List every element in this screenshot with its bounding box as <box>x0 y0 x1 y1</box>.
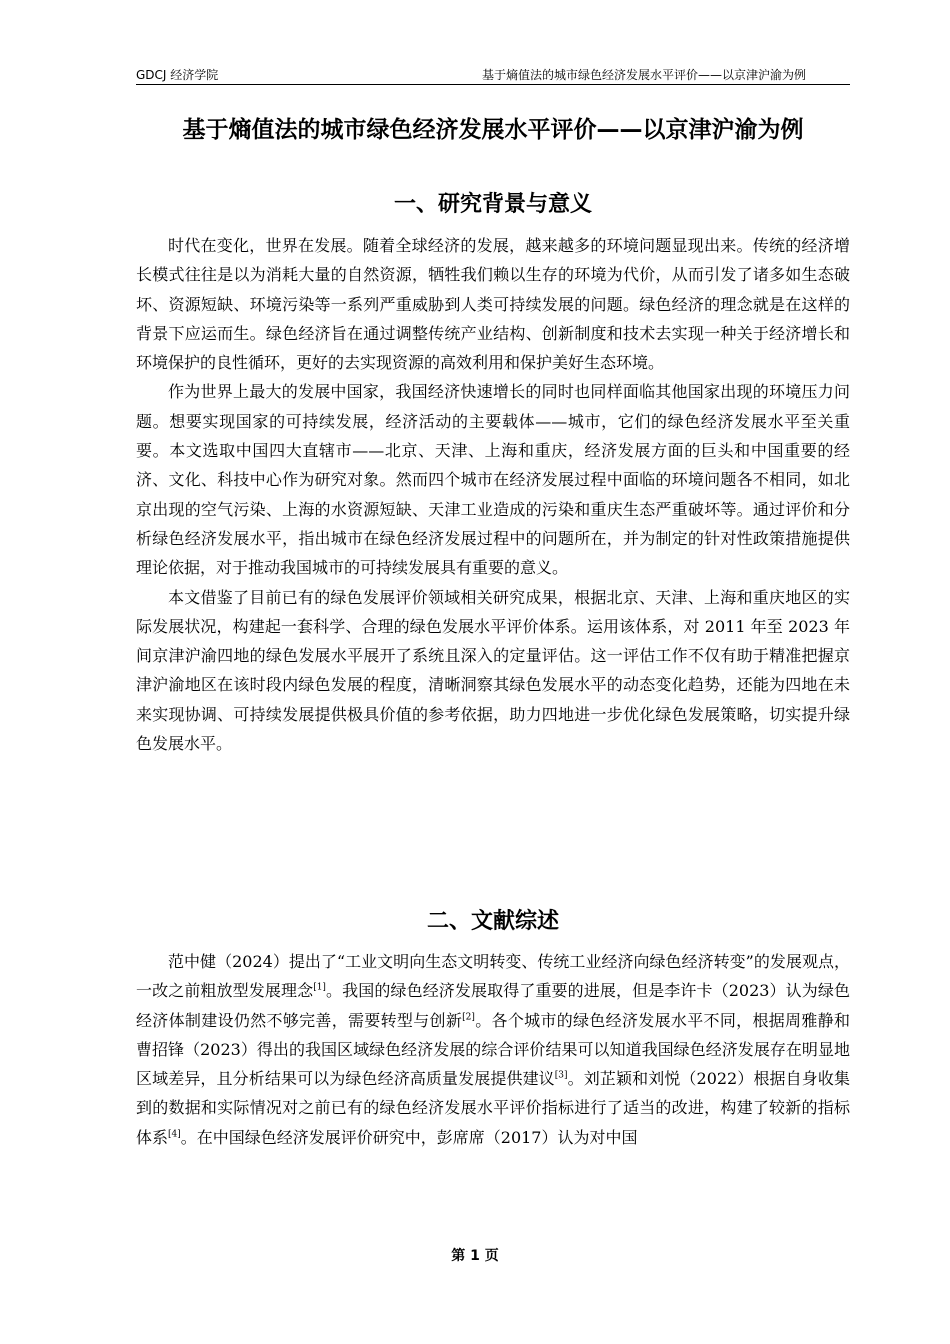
page-number: 第 1 页 <box>451 1248 499 1264</box>
text-segment: 。刘芷颖和刘悦（2022）根据自身收集到的数据和实际情况对之前已有的绿色经济发展水平评价指标进行了适当的改进，构建了较新的指标体系 <box>136 1069 850 1147</box>
paragraph: 时代在变化，世界在发展。随着全球经济的发展，越来越多的环境问题显现出来。传统的经济增长模式往往是以为消耗大量的自然资源，牺牲我们赖以生存的环境为代价，从而引发了诸多如生态破坏、资源短缺、环境污染等一系列严重威胁到人类可持续发展的问题。绿色经济的理念就是在这样的背景下应运而生。绿色经济旨在通过调整传统产业结构、创新制度和技术去实现一种关于经济增长和环境保护的良性循环，更好的去实现资源的高效利用和保护美好生态环境。 <box>136 236 850 373</box>
header-running-title: 基于熵值法的城市绿色经济发展水平评价——以京津沪渝为例 <box>481 68 806 82</box>
text-segment: 。我国的绿色经济发展取得了重要的进展，但是李许卡（2023）认为绿色经济体制建设仍然不够完善，需要转型与创新 <box>136 981 850 1030</box>
text-segment: 。在中国绿色经济发展评价研究中，彭席席（2017）认为对中国 <box>180 1127 638 1147</box>
citation-ref: [2] <box>462 1012 475 1023</box>
citation-ref: [1] <box>313 982 326 993</box>
section-heading-background: 一、研究背景与意义 <box>393 192 592 217</box>
citation-ref: [4] <box>168 1129 181 1140</box>
page-header <box>136 66 850 85</box>
paragraph <box>136 947 850 1152</box>
section-body-literature <box>136 947 850 1152</box>
paragraph: 作为世界上最大的发展中国家，我国经济快速增长的同时也同样面临其他国家出现的环境压力问题。想要实现国家的可持续发展，经济活动的主要载体——城市，它们的绿色经济发展水平至关重要。本文选取中国四大直辖市——北京、天津、上海和重庆，经济发展方面的巨头和中国重要的经济、文化、科技中心作为研究对象。然而四个城市在经济发展过程中面临的环境问题各不相同，如北京出现的空气污染、上海的水资源短缺、天津工业造成的污染和重庆生态严重破坏等。通过评价和分析绿色经济发展水平，指出城市在绿色经济发展过程中的问题所在，并为制定的针对性政策措施提供理论依据，对于推动我国城市的可持续发展具有重要的意义。 <box>136 382 850 578</box>
text-segment: 。各个城市的绿色经济发展水平不同，根据周雅静和曹招锋（2023）得出的我国区域绿色经济发展的综合评价结果可以知道我国绿色经济发展存在明显地区域差异，且分析结果可以为绿色经济高质量发展提供建议 <box>136 1010 850 1089</box>
section-heading-literature: 二、文献综述 <box>426 909 559 934</box>
header-institution: GDCJ 经济学院 <box>136 68 219 82</box>
section-body-background <box>136 231 850 758</box>
paragraph: 本文借鉴了目前已有的绿色发展评价领域相关研究成果，根据北京、天津、上海和重庆地区的实际发展状况，构建起一套科学、合理的绿色发展水平评价体系。运用该体系，对 2011 年至 2023 年间京津沪渝四地的绿色发展水平展开了系统且深入的定量评估。这一评估工作不仅有助于精准把握京津沪渝地区在该时段内绿色发展的程度，清晰洞察其绿色发展水平的动态变化趋势，还能为四地在未来实现协调、可持续发展提供极具价值的参考依据，助力四地进一步优化绿色发展策略，切实提升绿色发展水平。 <box>136 587 850 754</box>
text-segment: 范中健（2024）提出了“工业文明向生态文明转变、传统工业经济向绿色经济转变”的发展观点，一改之前粗放型发展理念 <box>136 952 850 1001</box>
paper-title: 基于熵值法的城市绿色经济发展水平评价——以京津沪渝为例 <box>182 117 804 143</box>
citation-ref: [3] <box>554 1070 568 1081</box>
